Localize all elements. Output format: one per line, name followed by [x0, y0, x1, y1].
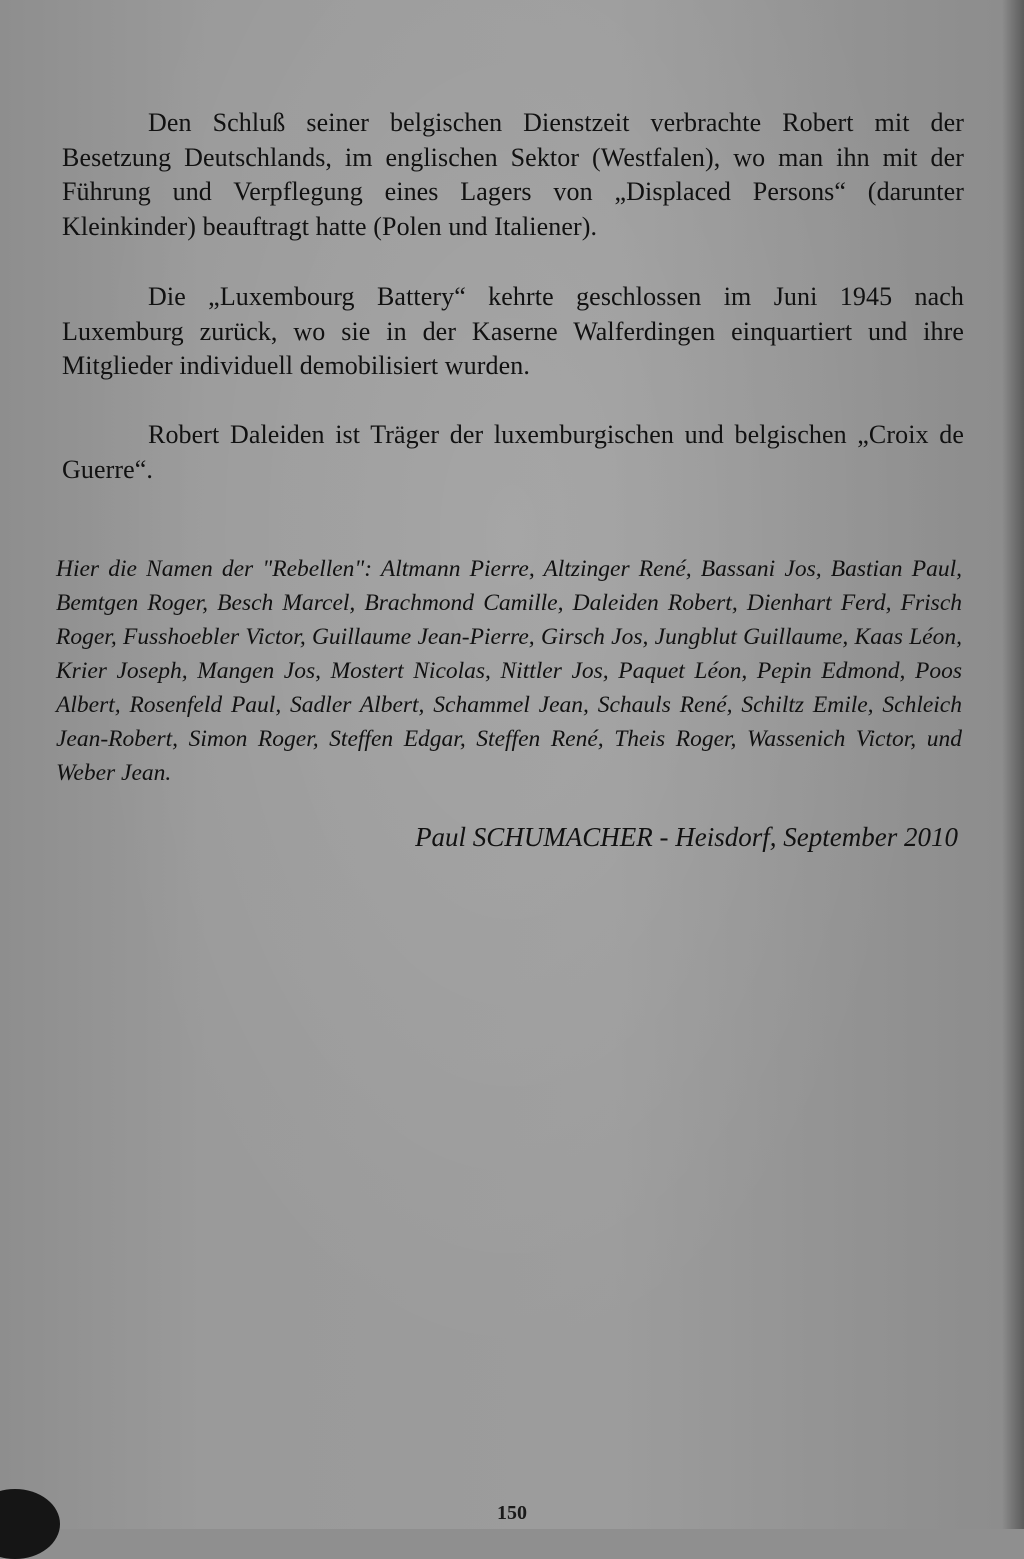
paragraph-battery-return: Die „Luxembourg Battery“ kehrte geschlossen im Juni 1945 nach Luxemburg zurück, wo sie in der Kaserne Walferdingen einquartiert und ihre Mitglieder individuell demobilisiert wurden. — [62, 282, 964, 380]
paragraph-service-end: Den Schluß seiner belgischen Dienstzeit verbrachte Robert mit der Besetzung Deutschlands, im englischen Sektor (Westfalen), wo man ihn mit der Führung und Verpflegung eines Lagers von „Displaced Persons“ (darunter Kleinkinder) beauftragt hatte (Polen und Italiener). — [62, 108, 964, 241]
page-edge-shadow — [1002, 0, 1024, 1529]
rebels-names-note: Hier die Namen der "Rebellen": Altmann Pierre, Altzinger René, Bassani Jos, Bastian Paul, Bemtgen Roger, Besch Marcel, Brachmond Camille, Daleiden Robert, Dienhart Ferd, Frisch Roger, Fusshoebler Victor, Guillaume Jean-Pierre, Girsch Jos, Jungblut Guillaume, Kaas Léon, Krier Joseph, Mangen Jos, Mostert Nicolas, Nittler Jos, Paquet Léon, Pepin Edmond, Poos Albert, Rosenfeld Paul, Sadler Albert, Schammel Jean, Schauls René, Schiltz Emile, Schleich Jean-Robert, Simon Roger, Steffen Edgar, Steffen René, Theis Roger, Wassenich Victor, und Weber Jean. — [56, 556, 962, 786]
page-number: 150 — [497, 1502, 527, 1524]
paragraph-decoration: Robert Daleiden ist Träger der luxemburgischen und belgischen „Croix de Guerre“. — [62, 420, 964, 484]
author-signature: Paul SCHUMACHER - Heisdorf, September 2010 — [415, 822, 958, 852]
